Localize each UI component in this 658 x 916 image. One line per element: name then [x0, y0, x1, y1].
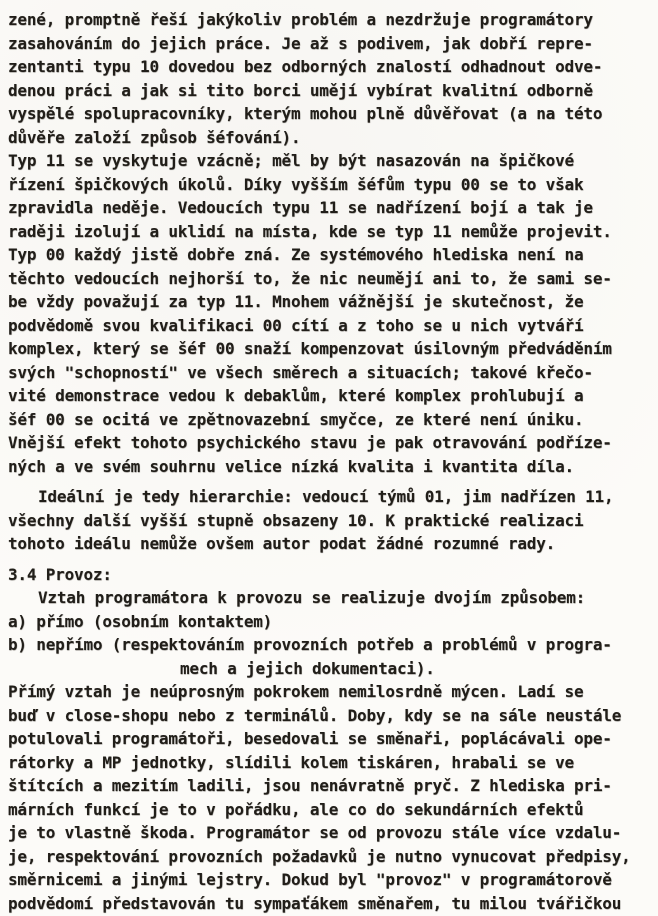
- text-line: denou práci a jak si tito borci umějí vybírat kvalitní odborně: [8, 80, 593, 100]
- text-line: zasahováním do jejich práce. Je až s podivem, jak dobří repre-: [8, 33, 593, 53]
- text-line: směrnicemi a jinými lejstry. Dokud byl "provoz" v programátorově: [8, 870, 612, 889]
- list-item-b-continuation: mech a jejich dokumentaci).: [180, 658, 435, 678]
- text-line: buď v close-shopu nebo z terminálů. Doby, kdy se na sále neustále: [8, 705, 622, 725]
- text-line: zpravidla neděje. Vedoucích typu 11 se nadřízení bojí a tak je: [8, 198, 593, 217]
- text-line: zentanti typu 10 dovedou bez odborných znalostí odhadnout odve-: [8, 57, 603, 76]
- text-line: podvědomě svou kvalifikaci 00 cítí a z toho se u nich vytváří: [8, 315, 584, 335]
- list-item-b: b) nepřímo (respektováním provozních potřeb a problémů v progra-: [8, 635, 612, 654]
- text-line: štítcích a mezitím ladili, jsou nenávratně pryč. Z hlediska pri-: [8, 776, 612, 795]
- text-line: Ideální je tedy hierarchie: vedoucí týmů 01, jim nadřízen 11,: [38, 487, 614, 506]
- text-line: zené, promptně řeší jakýkoliv problém a nezdržuje programátory: [8, 10, 593, 29]
- text-line: šéf 00 se ocitá ve zpětnovazební smyčce, ze které není úniku.: [8, 409, 584, 429]
- text-line: svých "schopností" ve všech směrech a situacích; takové křečo-: [8, 362, 593, 382]
- section-heading: 3.4 Provoz:: [8, 564, 112, 584]
- list-item-a: a) přímo (osobním kontaktem): [8, 611, 273, 631]
- text-line: Vztah programátora k provozu se realizuje dvojím způsobem:: [38, 588, 586, 607]
- text-line: raději izolují a uklidí na místa, kde se typ 11 nemůže projevit.: [8, 221, 612, 241]
- text-line: je, respektování provozních požadavků je nutno vynucovat předpisy,: [8, 846, 631, 866]
- text-line: be vždy považují za typ 11. Mnohem vážnější je skutečnost, že: [8, 292, 584, 311]
- text-line: vité demonstrace vedou k debaklům, které komplex prohlubují a: [8, 386, 584, 405]
- text-line: Vnější efekt tohoto psychického stavu je pak otravování podříze-: [8, 433, 612, 452]
- text-line: komplex, který se šéf 00 snaží kompenzovat úsilovným předváděním: [8, 339, 612, 358]
- text-line: Typ 11 se vyskytuje vzácně; měl by být nasazován na špičkové: [8, 151, 574, 170]
- text-line: těchto vedoucích nejhorší to, že nic neumějí ani to, že sami se-: [8, 268, 612, 288]
- text-line: Typ 00 každý jistě dobře zná. Ze systémového hlediska není na: [8, 245, 584, 264]
- text-line: potulovali programátoři, besedovali se směnaři, poplácávali ope-: [8, 729, 612, 748]
- text-line: podvědomí představován tu sympaťákem směnařem, tu milou tvářičkou: [8, 893, 622, 913]
- text-line: řízení špičkových úkolů. Díky vyšším šéfům typu 00 se to však: [8, 174, 584, 194]
- text-line: je to vlastně škoda. Programátor se od provozu stále více vzdalu-: [8, 823, 622, 842]
- text-line: všechny další vyšší stupně obsazeny 10. K praktické realizaci: [8, 510, 584, 530]
- text-line: márních funkcí je to v pořádku, ale co do sekundárních efektů: [8, 799, 584, 819]
- text-line: Přímý vztah je neúprosným pokrokem nemilosrdně mýcen. Ladí se: [8, 682, 584, 701]
- text-line: vyspělé spolupracovníky, kterým mohou plně důvěřovat (a na této: [8, 104, 603, 123]
- text-line: rátorky a MP jednotky, slídili kolem tiskáren, hrabali se ve: [8, 752, 574, 772]
- text-line: tohoto ideálu nemůže ovšem autor podat žádné rozumné rady.: [8, 534, 556, 553]
- text-line: ných a ve svém souhrnu velice nízká kvalita i kvantita díla.: [8, 456, 574, 476]
- text-line: důvěře založí způsob šéfování).: [8, 127, 301, 147]
